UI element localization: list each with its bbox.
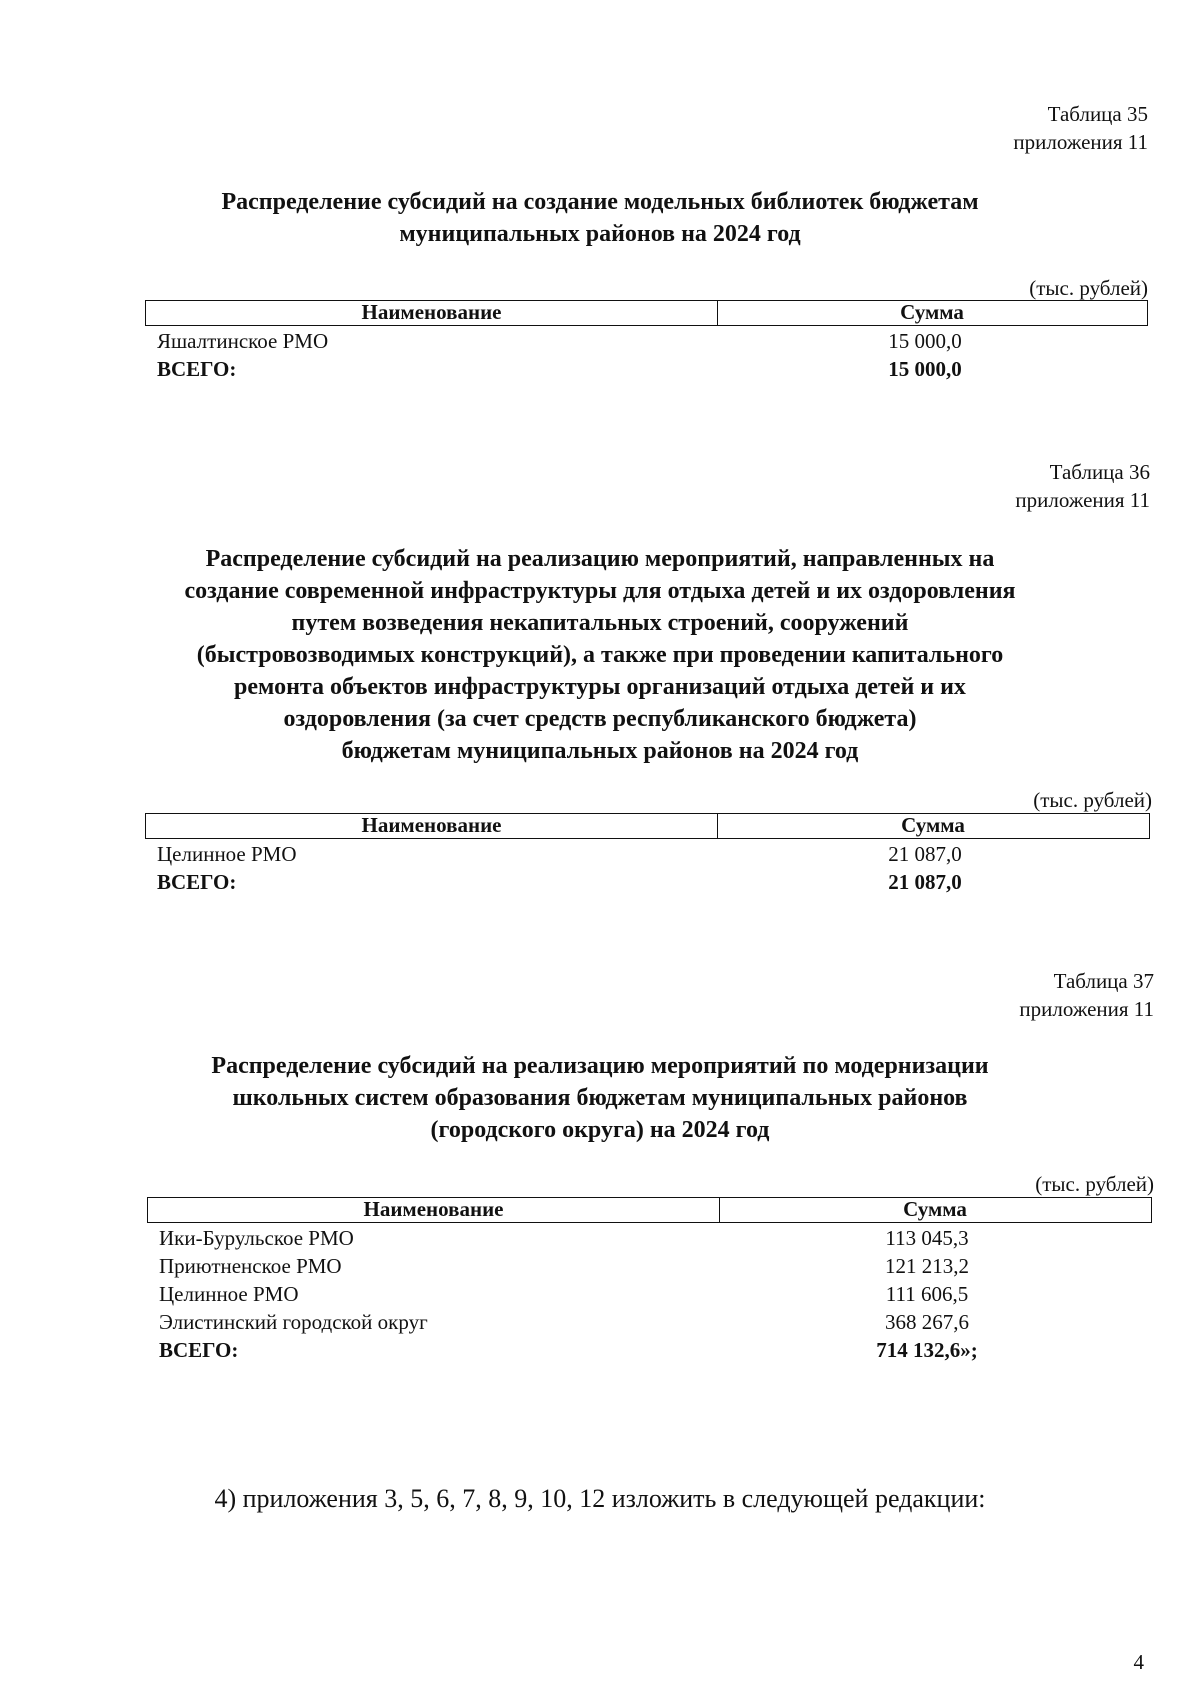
row-name: Ики-Бурульское РМО <box>159 1226 354 1250</box>
total-sum: 15 000,0 <box>888 357 962 381</box>
title-line: (городского округа) на 2024 год <box>430 1117 770 1143</box>
row-sum: 113 045,3 <box>885 1226 969 1250</box>
page-number: 4 <box>1133 1650 1144 1674</box>
total-label: ВСЕГО: <box>159 1338 239 1362</box>
table-row <box>145 841 1005 867</box>
total-sum: 21 087,0 <box>888 870 962 894</box>
table-title <box>0 1050 1200 1146</box>
title-line: Распределение субсидий на реализацию мероприятий по модернизации <box>211 1053 989 1079</box>
title-line: путем возведения некапитальных строений, сооружений <box>291 610 909 636</box>
row-sum: 111 606,5 <box>885 1282 969 1306</box>
title-line: ремонта объектов инфраструктуры организаций отдыха детей и их <box>234 674 966 700</box>
table-number: Таблица 37 <box>1053 969 1154 993</box>
row-name: Яшалтинское РМО <box>157 329 329 353</box>
header-name: Наименование <box>146 814 718 838</box>
table-title <box>0 543 1200 767</box>
title-line: Распределение субсидий на реализацию мероприятий, направленных на <box>205 546 995 572</box>
header-name: Наименование <box>146 301 718 325</box>
title-line: Распределение субсидий на создание модельных библиотек бюджетам <box>221 189 979 215</box>
total-label: ВСЕГО: <box>157 357 237 381</box>
row-name: Приютненское РМО <box>159 1254 342 1278</box>
table-header <box>147 1197 1152 1223</box>
table-row <box>147 1281 1007 1307</box>
title-line: создание современной инфраструктуры для отдыха детей и их оздоровления <box>184 578 1016 604</box>
table-appendix: приложения 11 <box>1015 488 1150 512</box>
row-sum: 21 087,0 <box>888 842 962 866</box>
header-sum: Сумма <box>900 300 964 324</box>
table-header <box>145 813 1150 839</box>
total-row <box>147 1337 1007 1363</box>
table-number: Таблица 35 <box>1047 102 1148 126</box>
header-sum: Сумма <box>903 1197 967 1221</box>
table-row <box>145 328 1005 354</box>
row-name: Элистинский городской округ <box>159 1310 428 1334</box>
title-line: (быстровозводимых конструкций), а также при проведении капитального <box>196 642 1004 668</box>
total-row <box>145 356 1005 382</box>
title-line: бюджетам муниципальных районов на 2024 год <box>341 738 859 764</box>
title-line: школьных систем образования бюджетам муниципальных районов <box>232 1085 968 1111</box>
table-appendix: приложения 11 <box>1013 130 1148 154</box>
total-label: ВСЕГО: <box>157 870 237 894</box>
title-line: муниципальных районов на 2024 год <box>399 221 801 247</box>
row-name: Целинное РМО <box>157 842 297 866</box>
table-row <box>147 1253 1007 1279</box>
instruction-text: 4) приложения 3, 5, 6, 7, 8, 9, 10, 12 изложить в следующей редакции: <box>214 1484 986 1513</box>
table-caption <box>1015 458 1150 514</box>
table-caption <box>1019 967 1154 1023</box>
row-name: Целинное РМО <box>159 1282 299 1306</box>
table-appendix: приложения 11 <box>1019 997 1154 1021</box>
table-header <box>145 300 1148 326</box>
total-row <box>145 869 1005 895</box>
header-name: Наименование <box>148 1198 720 1222</box>
header-sum: Сумма <box>901 813 965 837</box>
title-line: оздоровления (за счет средств республиканского бюджета) <box>283 706 917 732</box>
table-row <box>147 1309 1007 1335</box>
table-caption <box>1013 100 1148 156</box>
table-row <box>147 1225 1007 1251</box>
units-label: (тыс. рублей) <box>1033 788 1152 812</box>
units-label: (тыс. рублей) <box>1029 276 1148 300</box>
row-sum: 15 000,0 <box>888 329 962 353</box>
row-sum: 368 267,6 <box>885 1310 969 1334</box>
total-sum: 714 132,6»; <box>876 1338 978 1362</box>
units-label: (тыс. рублей) <box>1035 1172 1154 1196</box>
table-number: Таблица 36 <box>1049 460 1150 484</box>
row-sum: 121 213,2 <box>885 1254 969 1278</box>
table-title <box>0 186 1200 250</box>
